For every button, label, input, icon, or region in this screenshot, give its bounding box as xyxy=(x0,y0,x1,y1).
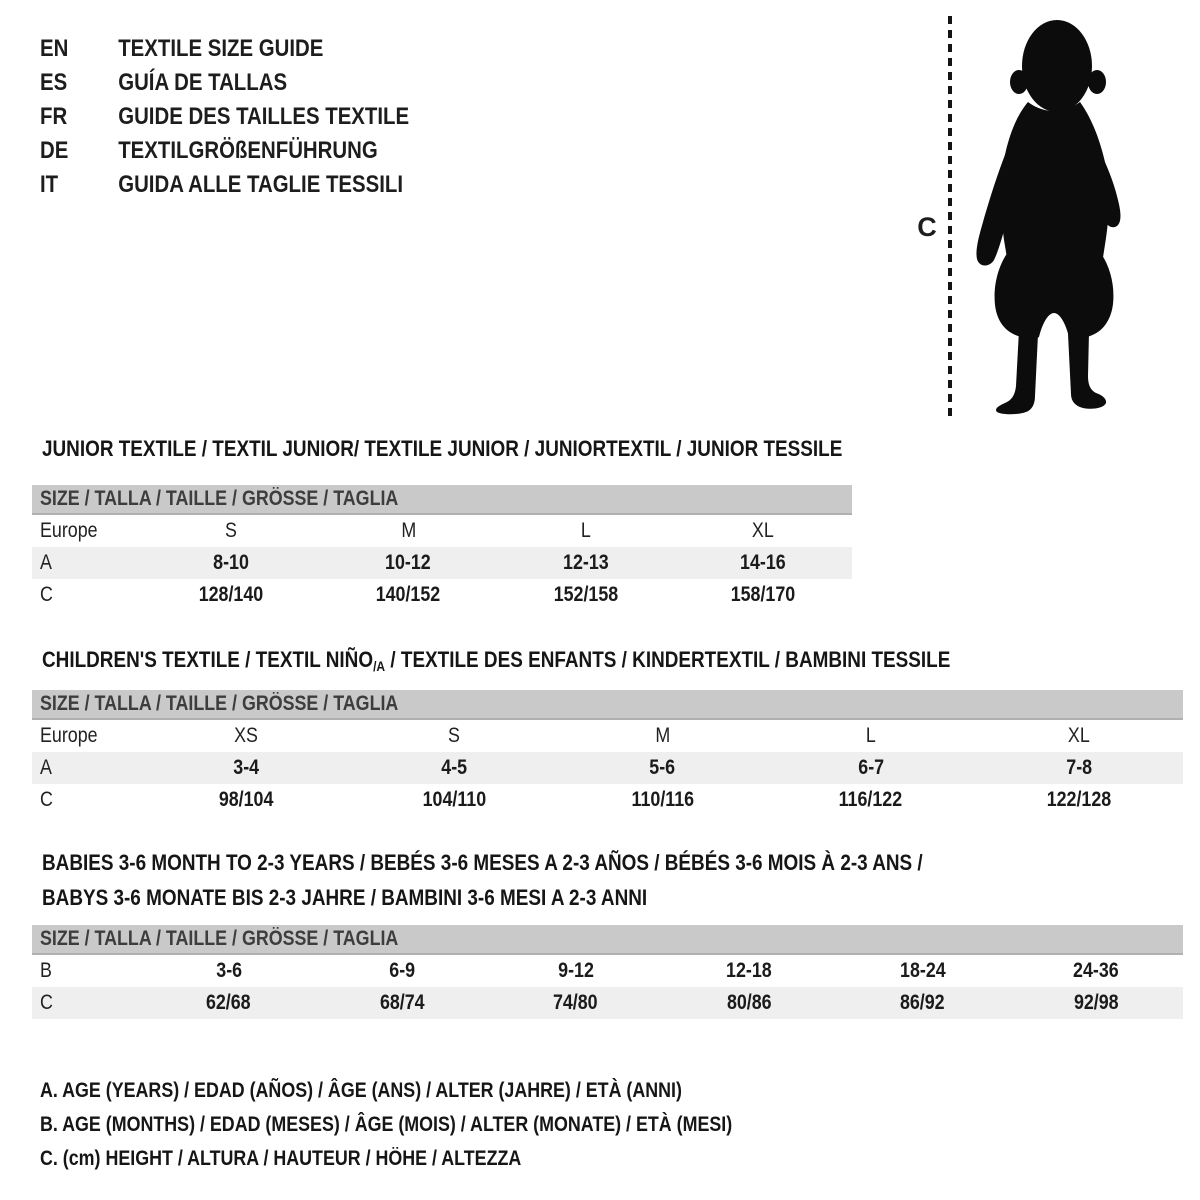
value-cell xyxy=(316,959,490,983)
language-title: GUÍA DE TALLAS xyxy=(118,69,288,96)
silhouette-right-leg xyxy=(1068,332,1106,409)
row-label-text: C xyxy=(40,991,53,1014)
legend-block xyxy=(40,1074,854,1176)
value-text: S xyxy=(224,519,237,542)
size-header-label: SIZE / TALLA / TAILLE / GRÖSSE / TAGLIA xyxy=(40,487,399,510)
table-title xyxy=(42,648,1183,674)
value-text: 122/128 xyxy=(1046,788,1112,811)
language-code: ES xyxy=(40,69,68,96)
value-cell xyxy=(142,991,316,1015)
table-title-text: BABYS 3-6 MONATE BIS 2-3 JAHRE / BAMBINI 3-6 MESI A 2-3 ANNI xyxy=(42,885,648,910)
row-label xyxy=(32,724,142,748)
value-cell xyxy=(142,756,350,780)
value-text: M xyxy=(655,724,670,747)
table-title-text: / TEXTILE DES ENFANTS / KINDERTEXTIL / BAMBINI TESSILE xyxy=(385,647,951,672)
silhouette-left-leg xyxy=(996,330,1038,414)
value-text: 98/104 xyxy=(218,788,274,811)
table-title-text: JUNIOR TEXTILE / TEXTIL JUNIOR/ TEXTILE JUNIOR / JUNIORTEXTIL / JUNIOR TESSILE xyxy=(42,436,843,461)
row-label-text: A xyxy=(40,756,52,779)
language-row xyxy=(40,32,409,66)
language-row xyxy=(40,66,409,100)
value-cell xyxy=(320,551,498,575)
table-row xyxy=(32,955,1183,987)
silhouette-torso xyxy=(1001,102,1109,275)
size-header-label: SIZE / TALLA / TAILLE / GRÖSSE / TAGLIA xyxy=(40,927,399,950)
silhouette-left-ear xyxy=(1010,70,1028,94)
row-label xyxy=(32,756,142,780)
value-text: 104/110 xyxy=(422,788,487,811)
value-text: 116/122 xyxy=(838,788,903,811)
silhouette-head xyxy=(1022,20,1092,112)
table-title xyxy=(42,437,852,461)
value-text: L xyxy=(865,724,876,747)
row-label-text: Europe xyxy=(40,519,98,542)
value-cell xyxy=(675,551,853,575)
value-cell xyxy=(320,519,498,543)
value-cell xyxy=(489,959,663,983)
value-text: 8-10 xyxy=(212,551,249,574)
value-cell xyxy=(558,724,766,748)
value-cell xyxy=(316,991,490,1015)
value-text: 3-6 xyxy=(215,959,242,982)
table-row xyxy=(32,579,852,611)
value-cell xyxy=(767,788,975,812)
size-header-band xyxy=(32,925,1183,955)
language-row xyxy=(40,168,409,202)
childrens-textile-table xyxy=(32,648,1183,816)
babies-textile-table xyxy=(32,851,1183,1019)
value-cell xyxy=(663,991,837,1015)
value-cell xyxy=(350,756,558,780)
value-text: 24-36 xyxy=(1073,959,1120,982)
value-cell xyxy=(663,959,837,983)
size-header-band xyxy=(32,485,852,515)
silhouette-right-ear xyxy=(1088,70,1106,94)
value-text: XL xyxy=(1067,724,1090,747)
value-text: XS xyxy=(234,724,259,747)
value-text: 158/170 xyxy=(730,583,796,606)
table-title-line xyxy=(42,886,1023,910)
language-code: EN xyxy=(40,35,69,62)
value-cell xyxy=(142,959,316,983)
value-text: 74/80 xyxy=(553,991,599,1014)
value-cell xyxy=(558,788,766,812)
row-label xyxy=(32,519,142,543)
value-cell xyxy=(142,788,350,812)
language-row xyxy=(40,134,409,168)
value-text: 92/98 xyxy=(1073,991,1119,1014)
value-cell xyxy=(767,756,975,780)
row-label xyxy=(32,583,142,607)
value-text: 6-7 xyxy=(857,756,884,779)
row-label xyxy=(32,788,142,812)
value-cell xyxy=(1010,959,1184,983)
value-text: 14-16 xyxy=(740,551,787,574)
value-cell xyxy=(497,551,675,575)
value-text: 12-13 xyxy=(562,551,609,574)
legend-line: C. (cm) HEIGHT / ALTURA / HAUTEUR / HÖHE / ALTEZZA xyxy=(40,1147,522,1170)
value-cell xyxy=(836,959,1010,983)
value-text: 9-12 xyxy=(557,959,594,982)
value-text: 10-12 xyxy=(385,551,432,574)
row-label-text: A xyxy=(40,551,52,574)
value-cell xyxy=(675,583,853,607)
row-label xyxy=(32,959,142,983)
value-cell xyxy=(558,756,766,780)
junior-textile-table xyxy=(32,437,852,611)
value-cell xyxy=(489,991,663,1015)
value-cell xyxy=(142,519,320,543)
language-title: GUIDE DES TAILLES TEXTILE xyxy=(118,103,410,130)
value-text: 3-4 xyxy=(233,756,260,779)
row-label-text: Europe xyxy=(40,724,98,747)
table-row xyxy=(32,547,852,579)
value-cell xyxy=(836,991,1010,1015)
value-text: 12-18 xyxy=(726,959,773,982)
table-title-text: CHILDREN'S TEXTILE / TEXTIL NIÑO xyxy=(42,647,374,672)
value-cell xyxy=(975,788,1183,812)
value-text: 62/68 xyxy=(206,991,252,1014)
table-title-line xyxy=(42,436,843,461)
table-row xyxy=(32,752,1183,784)
value-text: 86/92 xyxy=(900,991,946,1014)
row-label-text: C xyxy=(40,583,53,606)
value-text: 5-6 xyxy=(649,756,676,779)
value-cell xyxy=(350,724,558,748)
value-text: M xyxy=(400,519,416,542)
table-title-text: BABIES 3-6 MONTH TO 2-3 YEARS / BEBÉS 3-6 MESES A 2-3 AÑOS / BÉBÉS 3-6 MOIS À 2-3 ANS / xyxy=(42,850,923,875)
table-row xyxy=(32,515,852,547)
language-code: FR xyxy=(40,103,68,130)
value-text: 7-8 xyxy=(1066,756,1092,779)
toddler-silhouette-image xyxy=(966,16,1136,416)
height-measure-dashed-line xyxy=(948,16,952,418)
language-title-block xyxy=(40,32,474,202)
value-text: 68/74 xyxy=(379,991,425,1014)
legend-line: A. AGE (YEARS) / EDAD (AÑOS) / ÂGE (ANS) / ALTER (JAHRE) / ETÀ (ANNI) xyxy=(40,1079,682,1102)
value-cell xyxy=(1010,991,1184,1015)
table-title-text: /A xyxy=(373,658,386,674)
value-text: 152/158 xyxy=(553,583,619,606)
language-row xyxy=(40,100,409,134)
row-label xyxy=(32,991,142,1015)
table-row xyxy=(32,720,1183,752)
value-cell xyxy=(975,724,1183,748)
silhouette-shorts xyxy=(995,252,1114,339)
value-text: 128/140 xyxy=(198,583,264,606)
height-label-c: C xyxy=(917,212,937,242)
value-text: S xyxy=(448,724,461,747)
value-cell xyxy=(497,583,675,607)
value-text: 80/86 xyxy=(726,991,772,1014)
value-text: 18-24 xyxy=(899,959,946,982)
value-text: L xyxy=(580,519,591,542)
value-cell xyxy=(350,788,558,812)
value-text: XL xyxy=(752,519,775,542)
value-cell xyxy=(142,551,320,575)
value-cell xyxy=(767,724,975,748)
value-text: 4-5 xyxy=(441,756,468,779)
value-cell xyxy=(320,583,498,607)
value-text: 6-9 xyxy=(389,959,416,982)
value-cell xyxy=(675,519,853,543)
size-header-label: SIZE / TALLA / TAILLE / GRÖSSE / TAGLIA xyxy=(40,692,399,715)
value-cell xyxy=(142,583,320,607)
value-text: 140/152 xyxy=(375,583,441,606)
row-label-text: C xyxy=(40,788,53,811)
language-title: GUIDA ALLE TAGLIE TESSILI xyxy=(118,171,404,198)
value-cell xyxy=(497,519,675,543)
value-text: 110/116 xyxy=(631,788,694,811)
size-header-band xyxy=(32,690,1183,720)
language-code: DE xyxy=(40,137,69,164)
table-title-line xyxy=(42,648,1023,674)
table-title xyxy=(42,851,1183,910)
row-label xyxy=(32,551,142,575)
legend-line: B. AGE (MONTHS) / EDAD (MESES) / ÂGE (MOIS) / ALTER (MONATE) / ETÀ (MESI) xyxy=(40,1113,733,1136)
value-cell xyxy=(975,756,1183,780)
table-row xyxy=(32,784,1183,816)
table-title-line xyxy=(42,851,1023,875)
language-code: IT xyxy=(40,171,59,198)
row-label-text: B xyxy=(40,959,52,982)
language-title: TEXTILE SIZE GUIDE xyxy=(118,35,324,62)
value-cell xyxy=(142,724,350,748)
table-row xyxy=(32,987,1183,1019)
language-title: TEXTILGRÖßENFÜHRUNG xyxy=(118,137,378,164)
